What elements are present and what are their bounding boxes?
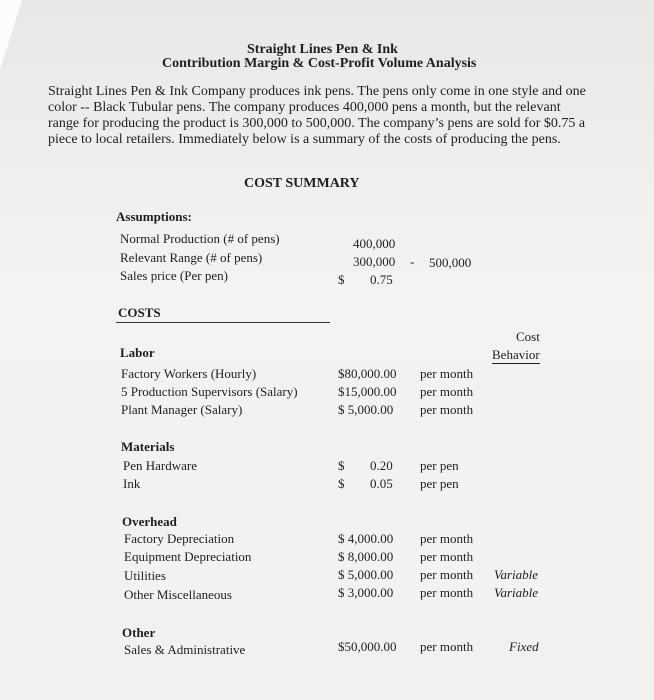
overhead-row-period: per month — [420, 585, 474, 600]
materials-row-currency: $ — [338, 476, 345, 491]
materials-row-currency: $ — [338, 458, 345, 473]
other-row-amount: $50,000.00 — [338, 639, 397, 654]
cost-behavior-header-line2: Behavior — [492, 347, 540, 362]
overhead-row-label: Factory Depreciation — [124, 531, 235, 546]
other-heading: Other — [122, 625, 156, 640]
other-row-label: Sales & Administrative — [124, 642, 246, 657]
labor-row-period: per month — [420, 366, 474, 381]
intro-line-4: piece to local retailers. Immediately below is a summary of the costs of producing the pens. — [48, 132, 561, 147]
document-subtitle: Contribution Margin & Cost-Profit Volume Analysis — [162, 56, 477, 71]
labor-row-label: Plant Manager (Salary) — [121, 402, 243, 417]
overhead-row-behavior: Variable — [494, 567, 539, 582]
assumptions-heading: Assumptions: — [116, 209, 192, 224]
labor-row-period: per month — [420, 384, 474, 399]
relevant-range-low: 300,000 — [353, 254, 396, 269]
overhead-row-label: Equipment Depreciation — [124, 549, 252, 564]
relevant-range-dash: - — [410, 254, 415, 269]
materials-row-label: Ink — [123, 476, 141, 491]
intro-line-2: color -- Black Tubular pens. The company produces 400,000 pens a month, but the relevant — [48, 100, 561, 115]
overhead-row-amount: $ 5,000.00 — [338, 567, 394, 582]
other-row-period: per month — [420, 639, 474, 654]
costs-heading: COSTS — [118, 305, 161, 320]
labor-row-period: per month — [420, 402, 474, 417]
relevant-range-high: 500,000 — [429, 255, 472, 270]
cost-behavior-header-line1: Cost — [516, 329, 540, 344]
overhead-row-amount: $ 8,000.00 — [338, 549, 394, 564]
intro-line-1: Straight Lines Pen & Ink Company produces ink pens. The pens only come in one style and one — [48, 84, 586, 99]
normal-production-label: Normal Production (# of pens) — [120, 231, 280, 246]
overhead-row-period: per month — [420, 549, 474, 564]
page-corner-fold — [0, 0, 22, 70]
cost-summary-title: COST SUMMARY — [244, 176, 360, 191]
overhead-row-period: per month — [420, 567, 474, 582]
company-title: Straight Lines Pen & Ink — [247, 42, 398, 57]
labor-heading: Labor — [120, 345, 155, 360]
other-row-behavior: Fixed — [509, 639, 539, 654]
sales-price-label: Sales price (Per pen) — [120, 268, 228, 283]
overhead-heading: Overhead — [122, 514, 177, 529]
labor-row-amount: $15,000.00 — [338, 384, 397, 399]
labor-row-amount: $ 5,000.00 — [338, 402, 394, 417]
costs-underline — [116, 322, 330, 323]
materials-row-amount: 0.05 — [370, 476, 393, 491]
materials-row-period: per pen — [420, 458, 459, 473]
materials-heading: Materials — [121, 439, 175, 454]
materials-row-period: per pen — [420, 476, 459, 491]
overhead-row-label: Utilities — [124, 568, 166, 583]
overhead-row-label: Other Miscellaneous — [124, 587, 232, 602]
overhead-row-amount: $ 3,000.00 — [338, 585, 394, 600]
sales-price-value: 0.75 — [370, 272, 393, 287]
labor-row-label: 5 Production Supervisors (Salary) — [121, 384, 298, 399]
sales-price-currency: $ — [338, 272, 345, 287]
materials-row-label: Pen Hardware — [123, 458, 197, 473]
overhead-row-behavior: Variable — [494, 585, 539, 600]
intro-line-3: range for producing the product is 300,000 to 500,000. The company’s pens are sold for $0.75 a — [48, 116, 586, 131]
relevant-range-label: Relevant Range (# of pens) — [120, 250, 263, 265]
overhead-row-amount: $ 4,000.00 — [338, 531, 394, 546]
normal-production-value: 400,000 — [353, 236, 396, 251]
overhead-row-period: per month — [420, 531, 474, 546]
labor-row-amount: $80,000.00 — [338, 366, 397, 381]
materials-row-amount: 0.20 — [370, 458, 393, 473]
labor-row-label: Factory Workers (Hourly) — [121, 366, 257, 381]
